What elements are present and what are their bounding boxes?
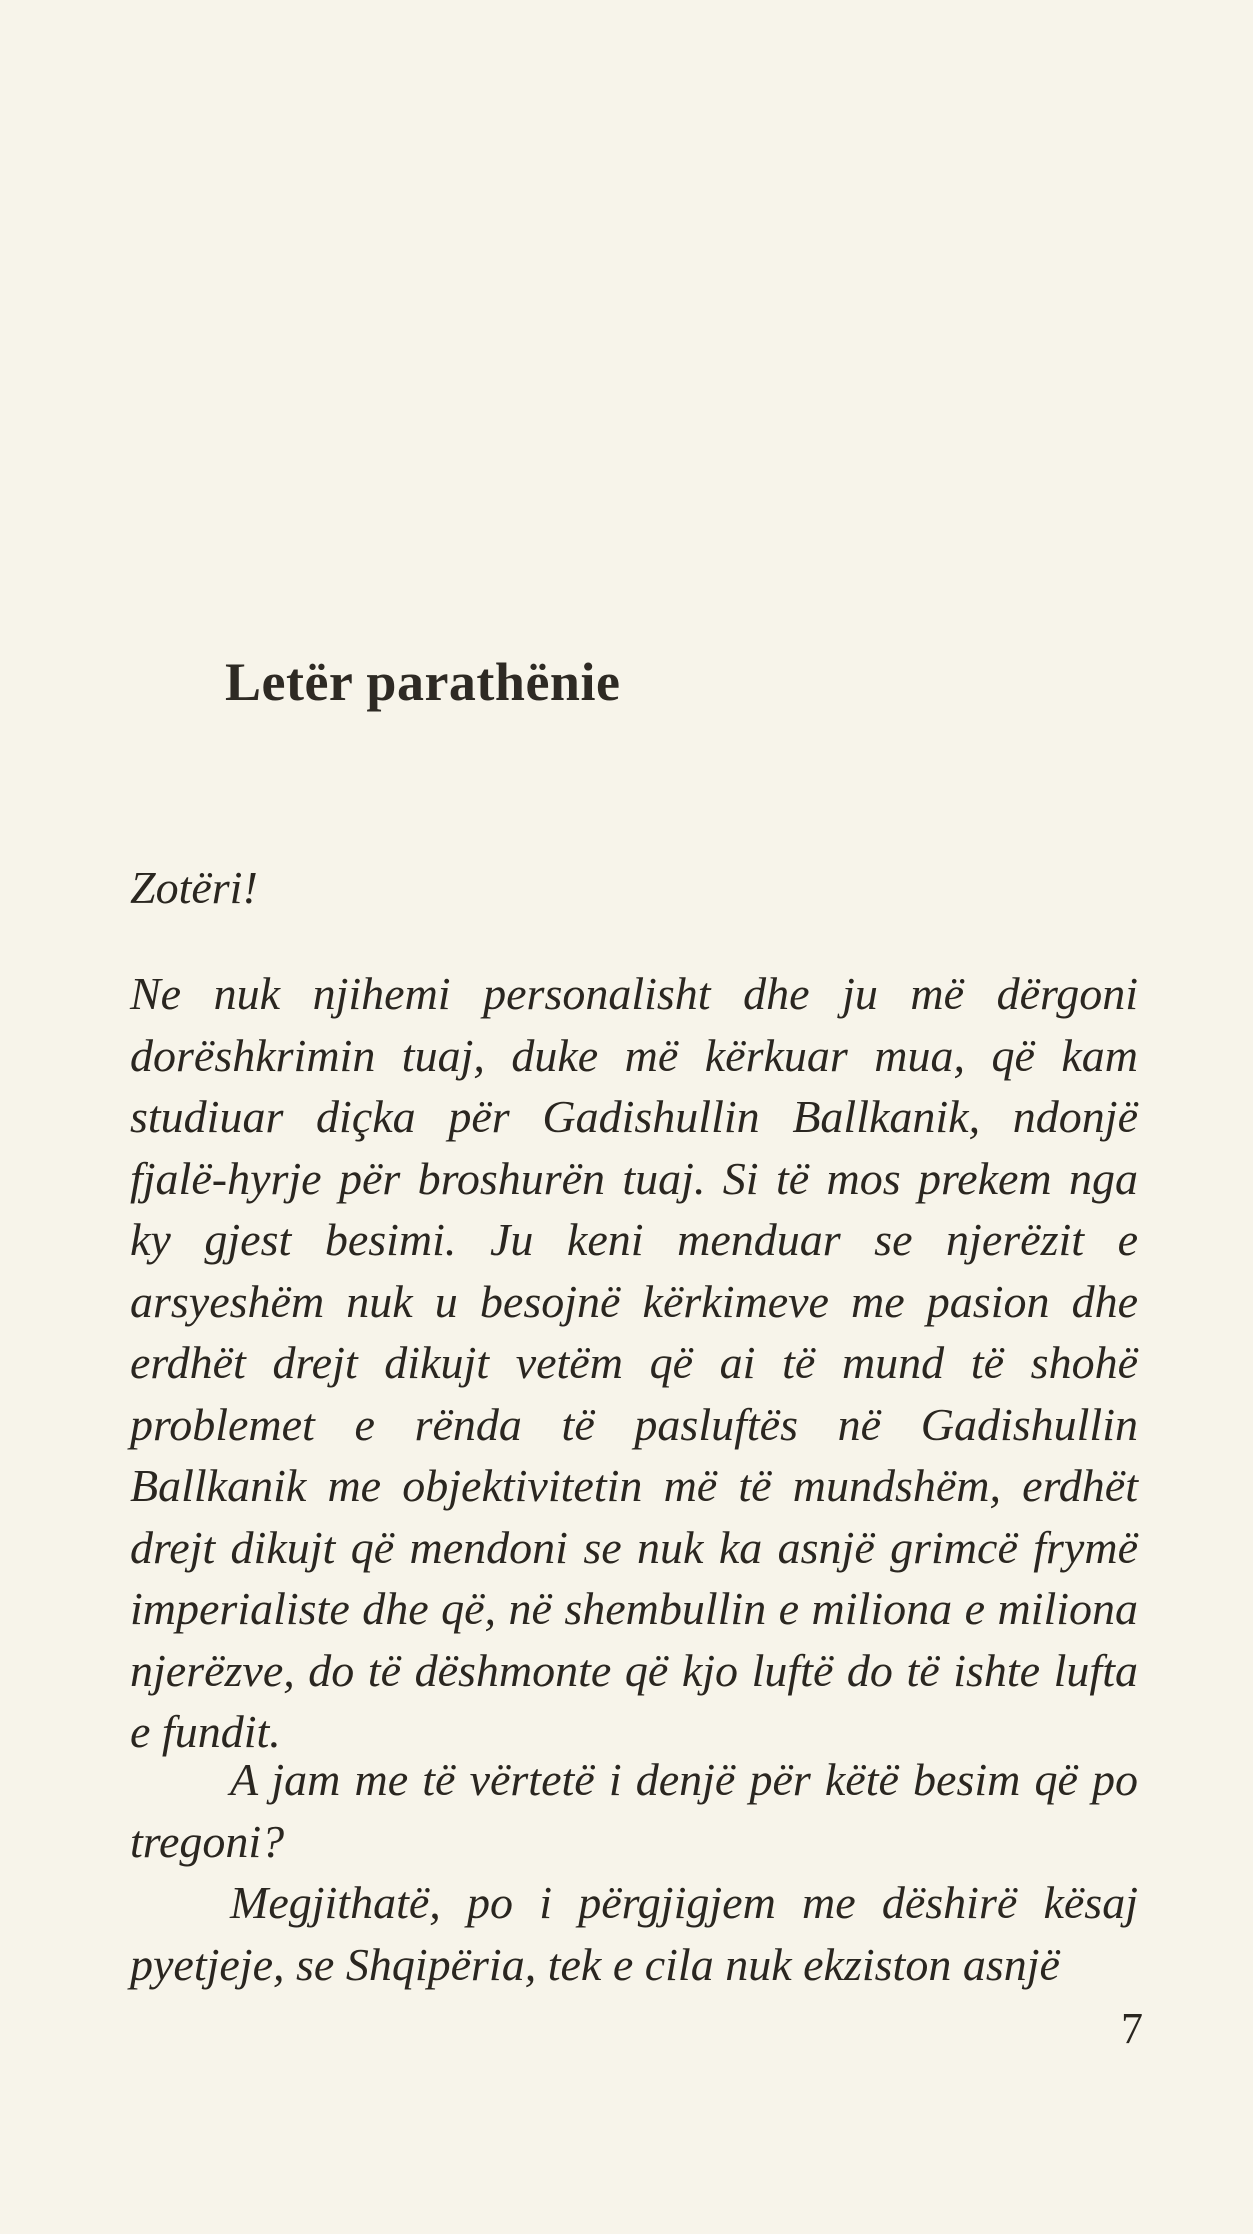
paragraph-2: A jam me të vërtetë i denjë për këtë besim që po tregoni? <box>130 1754 1138 1867</box>
paragraph-3: Megjithatë, po i përgjigjem me dëshirë kësaj pyetjeje, se Shqipëria, tek e cila nuk ekziston asnjë <box>130 1877 1138 1990</box>
page-number: 7 <box>1121 2004 1143 2053</box>
paragraph-1: Ne nuk njihemi personalisht dhe ju më dërgoni dorëshkrimin tuaj, duke më kërkuar mua, që kam studiuar diçka për Gadishullin Ballkanik, ndonjë fjalë-hyrje për broshurën tuaj. Si të mos prekem nga ky gjest besimi. Ju keni menduar se njerëzit e arsyeshëm nuk u besojnë kërkimeve me pasion dhe erdhët drejt dikujt vetëm që ai të mund të shohë problemet e rënda të pasluftës në Gadishullin Ballkanik me objektivitetin më të mundshëm, erdhët drejt dikujt që mendoni se nuk ka asnjë grimcë frymë imperialiste dhe që, në shembullin e miliona e miliona njerëzve, do të dëshmonte që kjo luftë do të ishte lufta e fundit. <box>130 968 1138 1757</box>
page-title: Letër parathënie <box>225 652 621 712</box>
salutation: Zotëri! <box>130 862 258 913</box>
